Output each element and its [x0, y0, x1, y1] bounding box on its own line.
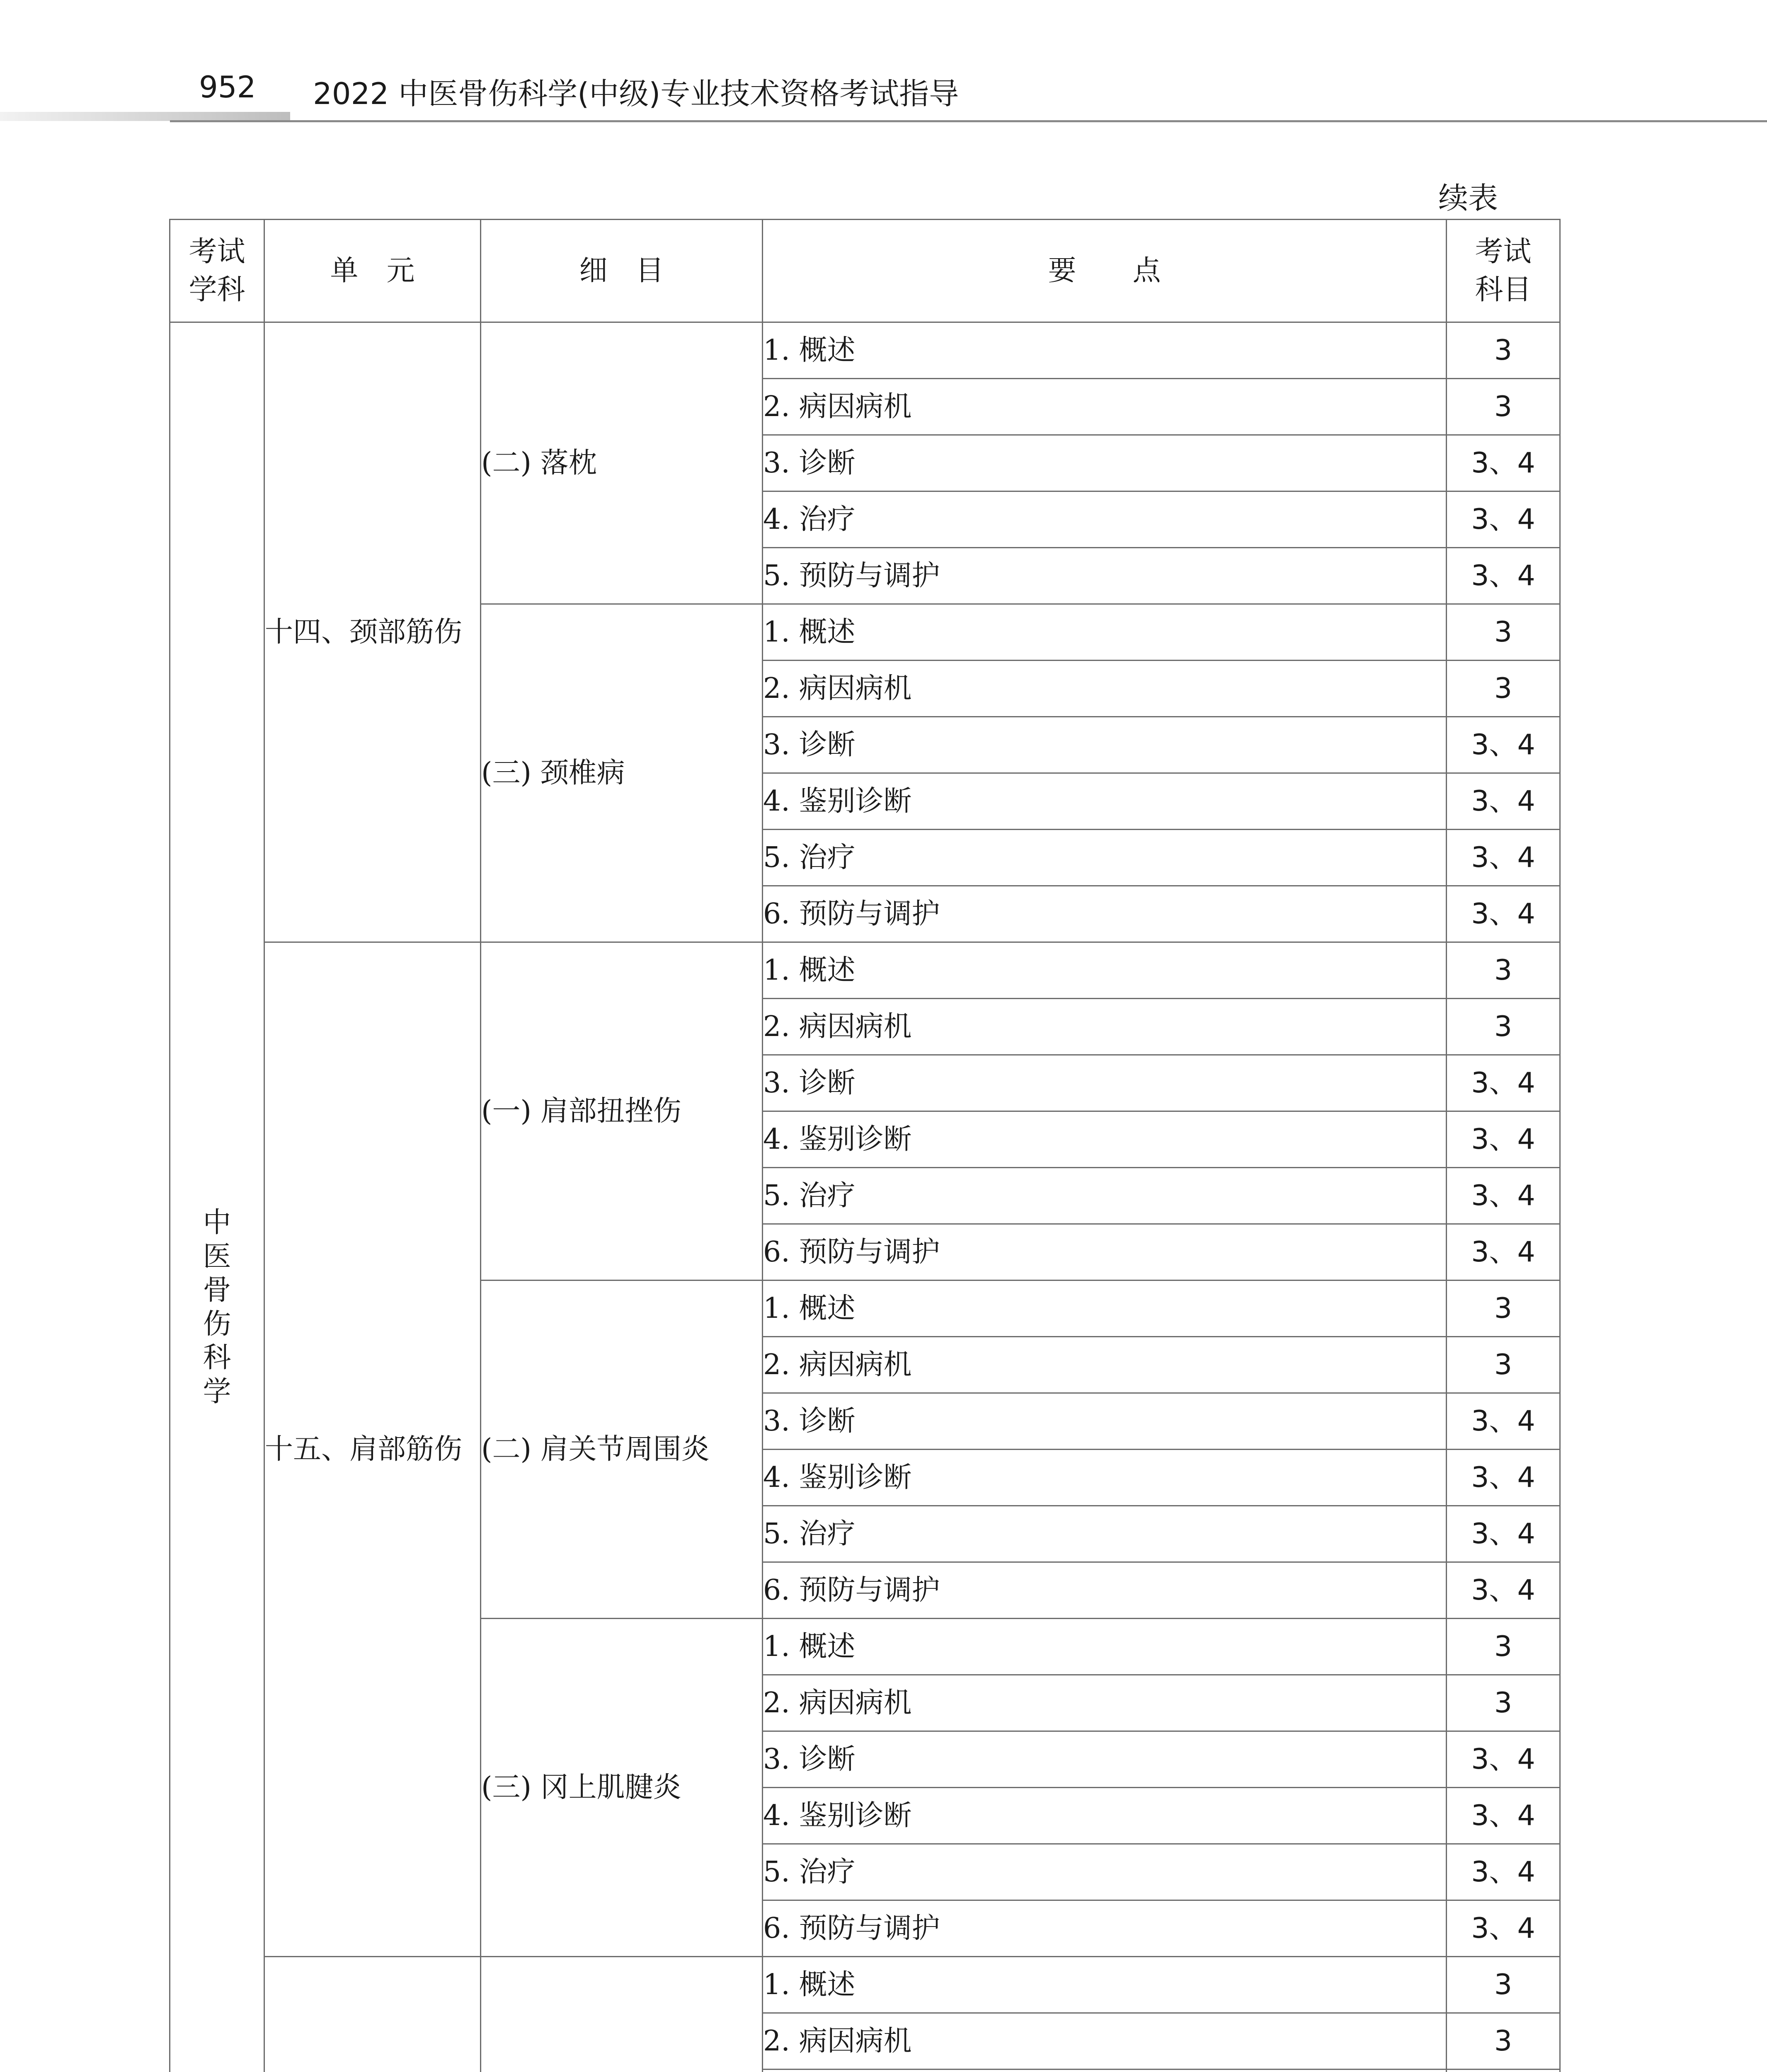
- detail-cell: (二) 肩关节周围炎: [481, 1280, 763, 1619]
- exam-cell: 3、4: [1447, 491, 1560, 548]
- header-exam: 考试科目: [1447, 220, 1560, 322]
- point-cell: 3. 诊断: [763, 1055, 1447, 1111]
- point-cell: 6. 预防与调护: [763, 886, 1447, 942]
- exam-cell: 3: [1447, 661, 1560, 717]
- exam-cell: 3、4: [1447, 1111, 1560, 1168]
- exam-cell: 3: [1447, 999, 1560, 1055]
- point-cell: 2. 病因病机: [763, 661, 1447, 717]
- point-cell: 2. 病因病机: [763, 1337, 1447, 1393]
- exam-cell: 3: [1447, 1619, 1560, 1675]
- unit-cell: 十五、肩部筋伤: [264, 942, 481, 1957]
- point-cell: 1. 概述: [763, 1619, 1447, 1675]
- detail-cell: (三) 颈椎病: [481, 604, 763, 942]
- exam-cell: 3: [1447, 1957, 1560, 2013]
- point-cell: 6. 预防与调护: [763, 1562, 1447, 1619]
- point-cell: 5. 治疗: [763, 1168, 1447, 1224]
- header-point: 要 点: [763, 220, 1447, 322]
- header-rule: [170, 120, 1767, 122]
- point-cell: 4. 鉴别诊断: [763, 773, 1447, 830]
- table-header-row: [170, 220, 1560, 322]
- point-cell: 2. 病因病机: [763, 379, 1447, 435]
- header-band: [0, 112, 290, 121]
- exam-cell: 3、4: [1447, 1055, 1560, 1111]
- exam-cell: 3、4: [1447, 1731, 1560, 1788]
- exam-cell: 3: [1447, 2013, 1560, 2070]
- page-header: [0, 0, 1767, 124]
- book-title: 2022 中医骨伤科学(中级)专业技术资格考试指导: [313, 76, 959, 111]
- exam-cell: 3: [1447, 942, 1560, 999]
- table-body: [170, 322, 1560, 2072]
- point-cell: 4. 鉴别诊断: [763, 1111, 1447, 1168]
- exam-cell: 3、4: [1447, 435, 1560, 491]
- detail-cell: (三) 冈上肌腱炎: [481, 1619, 763, 1957]
- unit-cell: [264, 1957, 481, 2072]
- point-cell: 1. 概述: [763, 604, 1447, 661]
- header-subject: 考试学科: [170, 220, 264, 322]
- point-cell: 2. 病因病机: [763, 1675, 1447, 1731]
- exam-cell: 3: [1447, 322, 1560, 379]
- exam-cell: 3、4: [1447, 717, 1560, 773]
- continued-label: 续表: [1438, 181, 1498, 215]
- point-cell: 5. 治疗: [763, 830, 1447, 886]
- exam-cell: 3、4: [1447, 1450, 1560, 1506]
- point-cell: 1. 概述: [763, 1957, 1447, 2013]
- point-cell: 5. 治疗: [763, 1844, 1447, 1900]
- syllabus-table: [169, 219, 1561, 2072]
- exam-cell: 3、4: [1447, 773, 1560, 830]
- detail-cell: [481, 1957, 763, 2072]
- header-detail: 细 目: [481, 220, 763, 322]
- exam-cell: 3、4: [1447, 1168, 1560, 1224]
- point-cell: 1. 概述: [763, 322, 1447, 379]
- point-cell: 3. 诊断: [763, 1393, 1447, 1450]
- point-cell: 4. 鉴别诊断: [763, 1450, 1447, 1506]
- exam-cell: 3、4: [1447, 1844, 1560, 1900]
- unit-cell: 十四、颈部筋伤: [264, 322, 481, 942]
- point-cell: 4. 鉴别诊断: [763, 1788, 1447, 1844]
- exam-cell: 3、4: [1447, 1900, 1560, 1957]
- exam-cell: 3: [1447, 604, 1560, 661]
- subject-cell: [170, 322, 264, 2072]
- subject-label: 中医骨伤科学: [203, 1206, 231, 1409]
- detail-cell: (二) 落枕: [481, 322, 763, 604]
- exam-cell: [1447, 2070, 1560, 2072]
- point-cell: 4. 治疗: [763, 491, 1447, 548]
- exam-cell: 3: [1447, 1675, 1560, 1731]
- exam-cell: 3、4: [1447, 1393, 1560, 1450]
- header-unit: 单 元: [264, 220, 481, 322]
- point-cell: 1. 概述: [763, 1280, 1447, 1337]
- exam-cell: 3、4: [1447, 548, 1560, 604]
- table-row: [170, 1957, 1560, 2013]
- point-cell: 1. 概述: [763, 942, 1447, 999]
- page-number: 952: [199, 70, 256, 104]
- exam-cell: 3、4: [1447, 1788, 1560, 1844]
- table-row: [170, 322, 1560, 379]
- exam-cell: 3、4: [1447, 830, 1560, 886]
- exam-cell: 3、4: [1447, 1506, 1560, 1562]
- point-cell: 2. 病因病机: [763, 2013, 1447, 2070]
- point-cell: 3. 诊断: [763, 717, 1447, 773]
- point-cell: 2. 病因病机: [763, 999, 1447, 1055]
- detail-cell: (一) 肩部扭挫伤: [481, 942, 763, 1280]
- table-row: [170, 942, 1560, 999]
- exam-cell: 3、4: [1447, 886, 1560, 942]
- exam-cell: 3、4: [1447, 1562, 1560, 1619]
- point-cell: 5. 治疗: [763, 1506, 1447, 1562]
- exam-cell: 3: [1447, 1280, 1560, 1337]
- exam-cell: 3: [1447, 1337, 1560, 1393]
- point-cell: 6. 预防与调护: [763, 1224, 1447, 1280]
- point-cell: 5. 预防与调护: [763, 548, 1447, 604]
- point-cell: [763, 2070, 1447, 2072]
- exam-cell: 3: [1447, 379, 1560, 435]
- exam-cell: 3、4: [1447, 1224, 1560, 1280]
- point-cell: 3. 诊断: [763, 435, 1447, 491]
- point-cell: 3. 诊断: [763, 1731, 1447, 1788]
- point-cell: 6. 预防与调护: [763, 1900, 1447, 1957]
